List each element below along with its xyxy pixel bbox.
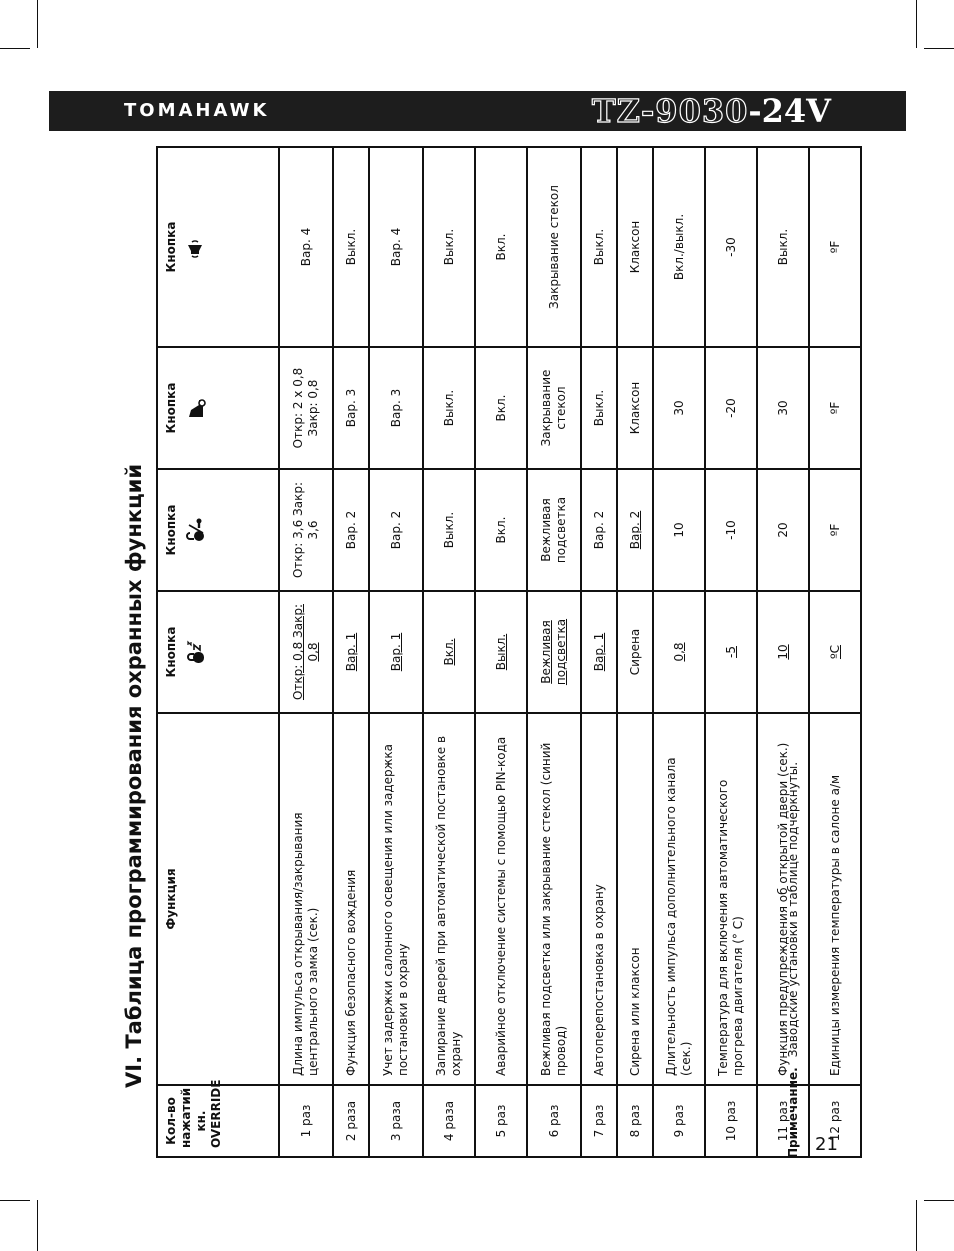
cell-count: 6 раз	[527, 1085, 581, 1157]
cell-count: 2 раза	[333, 1085, 369, 1157]
table-row	[757, 147, 809, 1157]
crop-mark	[0, 1200, 30, 1201]
crop-mark	[916, 0, 917, 48]
page-number: 21	[815, 1134, 838, 1155]
model-name	[592, 91, 831, 131]
cell-btn4: Клаксон	[617, 147, 653, 347]
cell-btn3: 30	[653, 347, 705, 469]
col-btn4-label: Кнопка	[164, 221, 178, 273]
cell-btn3: Выкл.	[423, 347, 475, 469]
cell-count: 3 раза	[369, 1085, 423, 1157]
col-btn2-label: Кнопка	[164, 504, 178, 556]
cell-count: 4 раза	[423, 1085, 475, 1157]
crop-mark	[924, 48, 954, 49]
cell-btn4: Вкл.	[475, 147, 527, 347]
cell-count: 7 раз	[581, 1085, 617, 1157]
cell-function: Температура для включения автоматического прогрева двигателя (° С)	[705, 713, 757, 1085]
table-row	[617, 147, 653, 1157]
cell-function: Функция безопасного вождения	[333, 713, 369, 1085]
cell-btn4: Выкл.	[423, 147, 475, 347]
table-header-row	[157, 147, 279, 1157]
cell-function: Запирание дверей при автоматической постановке в охрану	[423, 713, 475, 1085]
cell-function: Сирена или клаксон	[617, 713, 653, 1085]
cell-count: 9 раз	[653, 1085, 705, 1157]
col-btn1-label: Кнопка	[164, 626, 178, 678]
table-row	[653, 147, 705, 1157]
cell-btn3: Откр: 2 х 0,8 Закр: 0,8	[279, 347, 333, 469]
col-btn3	[157, 347, 279, 469]
crop-mark	[916, 1200, 917, 1251]
table-row	[475, 147, 527, 1157]
cell-btn2: Вежливая подсветка	[527, 469, 581, 591]
crop-mark	[37, 1200, 38, 1251]
cell-btn4: Выкл.	[757, 147, 809, 347]
cell-btn1: Сирена	[617, 591, 653, 713]
cell-count: 8 раз	[617, 1085, 653, 1157]
cell-btn2: -10	[705, 469, 757, 591]
functions-table	[156, 146, 862, 1158]
cell-btn4: Вар. 4	[279, 147, 333, 347]
cell-btn2: ºF	[809, 469, 861, 591]
cell-function: Учет задержки салонного освещения или задержка постановки в охрану	[369, 713, 423, 1085]
cell-btn3: Вар. 3	[333, 347, 369, 469]
page-title: VI. Таблица программирования охранных функций	[122, 463, 146, 1088]
col-function: Функция	[157, 713, 279, 1085]
cell-btn1: Вар. 1	[369, 591, 423, 713]
cell-btn2: Вар. 2	[369, 469, 423, 591]
car-trunk-icon	[185, 396, 207, 420]
cell-count: 12 раз	[809, 1085, 861, 1157]
cell-btn1: Вежливая подсветка	[527, 591, 581, 713]
table-row	[705, 147, 757, 1157]
cell-btn1: Выкл.	[475, 591, 527, 713]
cell-btn2: 10	[653, 469, 705, 591]
crop-mark	[924, 1200, 954, 1201]
cell-btn3: Выкл.	[581, 347, 617, 469]
cell-btn1: ºC	[809, 591, 861, 713]
cell-btn4: ºF	[809, 147, 861, 347]
cell-btn3: ºF	[809, 347, 861, 469]
cell-count: 1 раз	[279, 1085, 333, 1157]
cell-btn2: Вар. 2	[581, 469, 617, 591]
cell-btn1: Вкл.	[423, 591, 475, 713]
cell-function: Длительность импульса дополнительного канала (сек.)	[653, 713, 705, 1085]
footnote-label: Примечание.	[786, 1067, 800, 1158]
cell-btn4: Вар. 4	[369, 147, 423, 347]
col-btn1	[157, 591, 279, 713]
cell-count: 10 раз	[705, 1085, 757, 1157]
cell-btn1: Откр: 0,8 Закр: 0,8	[279, 591, 333, 713]
col-btn4	[157, 147, 279, 347]
cell-function: Вежливая подсветка или закрывание стекол (синий провод)	[527, 713, 581, 1085]
col-btn2	[157, 469, 279, 591]
cell-btn1: Вар. 1	[581, 591, 617, 713]
table-row	[809, 147, 861, 1157]
cell-btn1: Вар. 1	[333, 591, 369, 713]
cell-btn4: Выкл.	[581, 147, 617, 347]
table-row	[423, 147, 475, 1157]
table-row	[369, 147, 423, 1157]
cell-btn4: -30	[705, 147, 757, 347]
cell-btn3: Закрывание стекол	[527, 347, 581, 469]
footnote-text: Заводские установки в таблице подчеркнуты.	[786, 761, 800, 1058]
table-row	[333, 147, 369, 1157]
table-row	[279, 147, 333, 1157]
header-bar	[49, 91, 906, 131]
cell-btn2: Вар. 2	[333, 469, 369, 591]
cell-btn2: Откр: 3,6 Закр: 3,6	[279, 469, 333, 591]
col-count: Кол-во нажатий кн. OVERRIDE	[157, 1085, 279, 1157]
cell-function: Длина импульса открывания/закрывания центрального замка (сек.)	[279, 713, 333, 1085]
cell-btn2: Выкл.	[423, 469, 475, 591]
table-row	[527, 147, 581, 1157]
table-row	[581, 147, 617, 1157]
horn-icon	[185, 235, 207, 259]
cell-btn2: 20	[757, 469, 809, 591]
cell-btn2: Вкл.	[475, 469, 527, 591]
lock-sleep-icon	[185, 640, 207, 664]
cell-function: Аварийное отключение системы с помощью PIN-кода	[475, 713, 527, 1085]
cell-count: 5 раз	[475, 1085, 527, 1157]
crop-mark	[37, 0, 38, 48]
crop-mark	[0, 48, 30, 49]
cell-btn4: Вкл./выкл.	[653, 147, 705, 347]
cell-function: Функция предупреждения об открытой двери (сек.)	[757, 713, 809, 1085]
cell-btn3: -20	[705, 347, 757, 469]
brand-logo: TOMAHAWK	[124, 100, 270, 121]
model-solid: -24V	[748, 92, 831, 130]
cell-btn1: 0,8	[653, 591, 705, 713]
cell-btn4: Выкл.	[333, 147, 369, 347]
cell-btn3: Вар. 3	[369, 347, 423, 469]
cell-function: Автоперепостановка в охрану	[581, 713, 617, 1085]
footnote	[786, 762, 800, 1158]
cell-btn3: Клаксон	[617, 347, 653, 469]
col-btn3-label: Кнопка	[164, 382, 178, 434]
cell-function: Единицы измерения температуры в салоне а/м	[809, 713, 861, 1085]
cell-btn2: Вар. 2	[617, 469, 653, 591]
cell-btn1: -5	[705, 591, 757, 713]
cell-count: 11 раз	[757, 1085, 809, 1157]
unlock-key-icon	[185, 518, 207, 542]
cell-btn3: Вкл.	[475, 347, 527, 469]
cell-btn4: Закрывание стекол	[527, 147, 581, 347]
model-outline: TZ-9030	[591, 92, 749, 130]
cell-btn1: 10	[757, 591, 809, 713]
cell-btn3: 30	[757, 347, 809, 469]
